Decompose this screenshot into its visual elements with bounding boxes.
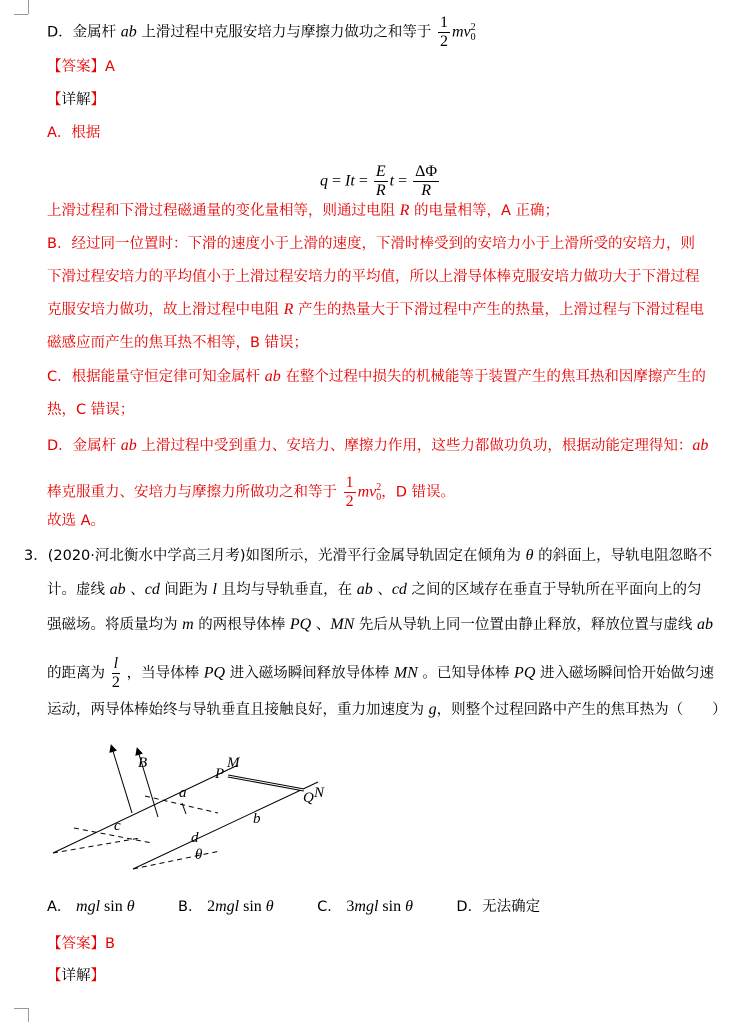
- crop-mark-top: [28, 0, 29, 14]
- math-text: =: [394, 172, 412, 190]
- text-run: 之间的区域存在垂直于导轨所在平面向上的匀: [406, 582, 702, 598]
- label-b: b: [253, 811, 261, 827]
- text-run: 进入磁场瞬间释放导体棒: [225, 665, 394, 682]
- text-run: 克服安培力做功，故上滑过程中电阻: [47, 302, 284, 318]
- text-run: ，当导体棒: [122, 665, 204, 682]
- numerator: E: [375, 163, 386, 180]
- text-run: 运动，两导体棒始终与导轨垂直且接触良好，重力加速度为: [47, 702, 429, 718]
- fraction: [112, 655, 120, 692]
- text-run: A．: [47, 899, 77, 915]
- answer-label-2: [47, 934, 115, 954]
- math-var: mgl: [354, 898, 379, 915]
- text-run: 的电量相等，A 正确；: [409, 203, 560, 219]
- question-3-line-3: [47, 615, 713, 635]
- subscript: 0: [376, 491, 382, 503]
- text-run: 的距离为: [47, 665, 110, 682]
- question-3-line-4: [47, 655, 714, 692]
- text-run: B．: [134, 899, 208, 915]
- numerator: 1: [345, 474, 354, 491]
- bracket: 【: [47, 936, 62, 952]
- math-var: mv: [357, 483, 377, 501]
- math-var: θ: [525, 547, 534, 564]
- fraction: [344, 474, 356, 511]
- fraction: [413, 163, 439, 200]
- numerator: ΔΦ: [415, 163, 438, 180]
- rail-lower: [133, 782, 318, 869]
- explain-d-1: [47, 436, 708, 456]
- math-var: ab: [264, 368, 281, 385]
- text-run: B: [105, 936, 115, 952]
- math-var: ab: [697, 616, 714, 633]
- question-3-line-5: [47, 700, 727, 720]
- bracket: 】: [90, 92, 105, 108]
- text-run: 、: [125, 582, 145, 598]
- crop-mark-top-h: [14, 14, 28, 15]
- rail-diagram: [50, 735, 340, 870]
- bracket: 【: [47, 92, 62, 108]
- math-var: ab: [109, 581, 126, 598]
- label-M: M: [227, 755, 240, 771]
- math-var: l: [212, 581, 217, 598]
- bracket: 【: [47, 59, 62, 75]
- math-var: MN: [330, 616, 355, 633]
- math-var: θ: [405, 898, 413, 915]
- explain-c-1: [47, 367, 706, 387]
- explain-d-2: [47, 474, 455, 511]
- math-var: It: [345, 172, 355, 190]
- text-run: 答案: [61, 59, 91, 75]
- denominator: R: [421, 182, 431, 199]
- text-run: D．金属杆: [47, 438, 121, 454]
- text-run: 在整个过程中损失的机械能等于装置产生的焦耳热和因摩擦产生的: [280, 369, 706, 385]
- text-run: ，D 错误。: [381, 484, 456, 501]
- math-var: q: [320, 172, 328, 190]
- text-run: 故选 A。: [47, 513, 106, 529]
- rail-upper: [53, 765, 238, 853]
- label-P: P: [215, 766, 225, 782]
- math-var: PQ: [289, 616, 312, 633]
- text-run: 进入磁场瞬间恰开始做匀速: [535, 665, 714, 682]
- text-run: 、: [311, 617, 331, 633]
- text-run: 间距为: [159, 582, 213, 598]
- explain-b-1: [47, 234, 695, 254]
- math-var: R: [399, 202, 410, 219]
- math-var: PQ: [514, 664, 536, 682]
- text-run: 3．(2020·河北衡水中学高三月考)如图所示，光滑平行金属导轨固定在倾角为: [24, 548, 526, 564]
- text-run: 棒克服重力、安培力与摩擦力所做功之和等于: [47, 484, 342, 501]
- text-run: 磁感应而产生的焦耳热不相等，B 错误；: [47, 335, 309, 351]
- bracket: 】: [90, 59, 105, 75]
- denominator: 2: [345, 493, 354, 510]
- crop-mark-bottom-h: [14, 1008, 28, 1009]
- sub-sup: [471, 23, 476, 43]
- text-run: 详解: [61, 92, 91, 108]
- text-run: 上滑过程和下滑过程磁通量的变化量相等，则通过电阻: [47, 203, 400, 219]
- text-run: 产生的热量大于下滑过程中产生的热量，上滑过程与下滑过程电: [293, 302, 704, 318]
- bracket: 】: [90, 968, 105, 984]
- numerator: l: [113, 655, 119, 672]
- math-var: mgl: [76, 898, 101, 915]
- fraction: [438, 14, 450, 51]
- math-text: 3: [346, 898, 355, 915]
- dashed-cd: [74, 828, 152, 843]
- math-var: t: [389, 172, 395, 190]
- denominator: 2: [111, 674, 120, 691]
- text-run: 计。虚线: [47, 582, 110, 598]
- bracket: 】: [90, 936, 105, 952]
- math-var: ab: [692, 437, 709, 454]
- explain-a-intro: [47, 123, 100, 143]
- text-run: 、: [372, 582, 392, 598]
- math-text: sin: [239, 898, 266, 915]
- text-run: 。已知导体棒: [417, 665, 515, 682]
- math-var: R: [283, 301, 294, 318]
- detail-label-2: [47, 966, 105, 986]
- field-arrow-1: [112, 748, 132, 813]
- text-run: C．根据能量守恒定律可知金属杆: [47, 369, 265, 385]
- text-run: C．: [273, 899, 347, 915]
- text-run: 下滑过程安培力的平均值小于上滑过程安培力的平均值，所以上滑导体棒克服安培力做功大于下滑过程: [47, 269, 700, 285]
- explain-a: [47, 201, 559, 221]
- text-run: 强磁场。将质量均为: [47, 617, 183, 633]
- math-text: sin: [378, 898, 406, 915]
- text-run: 的两根导体棒: [193, 617, 290, 633]
- math-var: MN: [393, 664, 418, 682]
- explain-b-2: [47, 267, 700, 287]
- option-d-line: [47, 14, 476, 51]
- denominator: 2: [440, 33, 448, 50]
- text-run: D．无法确定: [412, 899, 541, 915]
- text-run: A: [105, 59, 115, 75]
- math-var: θ: [126, 898, 135, 915]
- text-run: A．根据: [47, 125, 101, 141]
- math-var: cd: [144, 581, 160, 598]
- text-run: B．经过同一位置时：下滑的速度小于上滑的速度，下滑时棒受到的安培力小于上滑所受的安培力，则: [47, 236, 695, 252]
- text-run: 上滑过程中克服安培力与摩擦力做功之和等于: [136, 24, 436, 41]
- bracket: 【: [47, 968, 62, 984]
- fraction: [374, 163, 388, 200]
- math-var: mgl: [215, 898, 240, 915]
- math-var: m: [182, 616, 194, 633]
- math-var: ab: [120, 23, 137, 41]
- superscript: 2: [376, 481, 382, 493]
- math-var: θ: [265, 898, 274, 915]
- numerator: 1: [440, 14, 448, 31]
- denominator: R: [375, 182, 386, 199]
- text-run: 热，C 错误；: [47, 402, 135, 418]
- text-run: 详解: [61, 968, 91, 984]
- label-theta: θ: [195, 847, 203, 863]
- label-d: d: [191, 830, 199, 846]
- label-Q: Q: [303, 790, 314, 806]
- question-3-line-1: [24, 546, 712, 566]
- text-run: 先后从导轨上同一位置由静止释放，释放位置与虚线: [354, 617, 698, 633]
- formula-charge: [320, 163, 441, 200]
- math-text: sin: [100, 898, 127, 915]
- math-var: cd: [391, 581, 407, 598]
- superscript: 2: [470, 21, 476, 33]
- answer-options: [47, 897, 540, 917]
- math-var: g: [428, 701, 437, 718]
- text-run: 上滑过程中受到重力、安培力、摩擦力作用，这些力都做功负功，根据动能定理得知：: [136, 438, 693, 454]
- explain-b-3: [47, 300, 704, 320]
- label-c: c: [114, 818, 121, 834]
- math-var: mv: [452, 23, 471, 41]
- label-B: B: [138, 755, 148, 771]
- crop-mark-bottom: [28, 1008, 29, 1022]
- math-text: 2: [207, 898, 216, 915]
- text-run: 且均与导轨垂直，在: [217, 582, 357, 598]
- label-a: a: [179, 785, 187, 801]
- text-run: 答案: [61, 936, 91, 952]
- math-var: ab: [356, 581, 373, 598]
- math-var: ab: [120, 437, 137, 454]
- text-run: D．金属杆: [47, 24, 121, 41]
- subscript: 0: [470, 31, 476, 43]
- question-3-line-2: [47, 580, 702, 600]
- answer-label: [47, 57, 115, 77]
- math-text: =: [354, 172, 372, 190]
- text-run: 的斜面上，导轨电阻忽略不: [533, 548, 713, 564]
- label-N: N: [314, 785, 325, 801]
- detail-label: [47, 90, 105, 110]
- math-text: =: [328, 172, 346, 190]
- conclusion: [47, 511, 105, 531]
- explain-b-4: [47, 333, 308, 353]
- explain-c-2: [47, 400, 134, 420]
- math-var: PQ: [203, 664, 226, 682]
- text-run: ，则整个过程回路中产生的焦耳热为（ ）: [436, 702, 727, 718]
